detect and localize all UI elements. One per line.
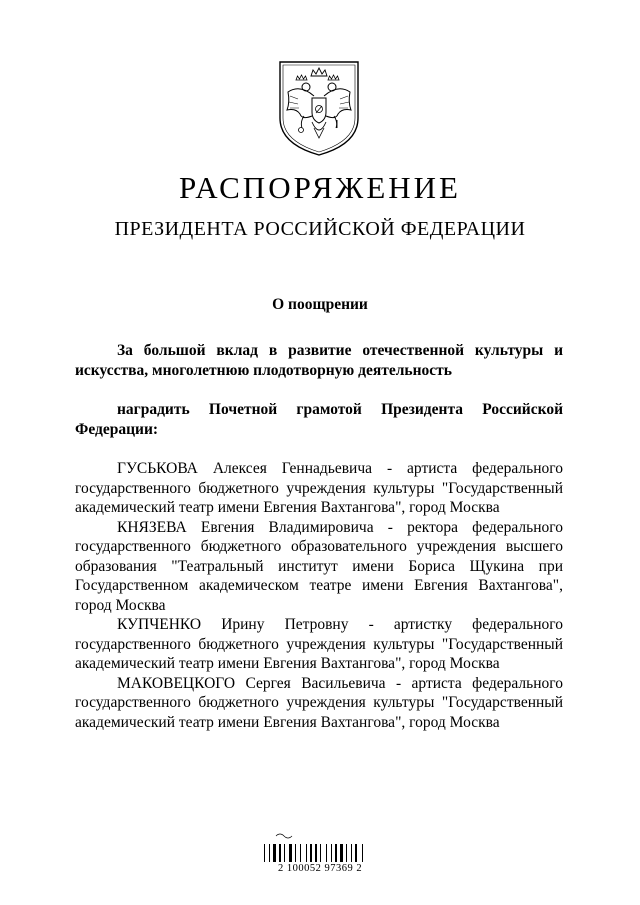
awardee-details: Алексея Геннадьевича - артиста федерального государственного бюджетного учреждения культуры "Государственный академический театр имени Евгения Вахтангова", город Москва [75,460,563,516]
awardee-entry [75,518,563,616]
document-subtitle: ПРЕЗИДЕНТА РОССИЙСКОЙ ФЕДЕРАЦИИ [114,218,526,240]
awardee-surname: ГУСЬКОВА [117,460,198,477]
awardee-details: Ирину Петровну - артистку федерального государственного бюджетного учреждения культуры "Государственный академический театр имени Евгения Вахтангова", город Москва [75,616,563,672]
award-paragraph: наградить Почетной грамотой Президента Российской Федерации: [75,401,563,438]
awardee-surname: КУПЧЕНКО [117,616,202,633]
document-heading: О поощрении [272,296,368,313]
awardee-entry [75,615,563,674]
document-title: РАСПОРЯЖЕНИЕ [179,170,461,205]
awardee-details: Евгения Владимировича - ректора федерального государственного бюджетного образовательного учреждения высшего образования "Театральный институт имени Бориса Щукина при Государственном академическом театре имени Евгения Вахтангова", город Москва [75,518,563,614]
awardee-details: Сергея Васильевича - артиста федерального государственного бюджетного учреждения культуры "Государственный академический театр имени Евгения Вахтангова", город Москва [75,674,563,731]
awardee-surname: КНЯЗЕВА [117,518,187,536]
awardee-entry [75,459,563,518]
barcode-number: 2 100052 97369 2 [277,863,363,874]
coat-of-arms-icon [276,58,362,158]
awardee-surname: МАКОВЕЦКОГО [117,674,236,692]
awardee-entry [75,674,563,733]
awardees-list [75,459,563,732]
intro-paragraph: За большой вклад в развитие отечественной культуры и искусства, многолетнюю плодотворную деятельность [75,342,563,379]
